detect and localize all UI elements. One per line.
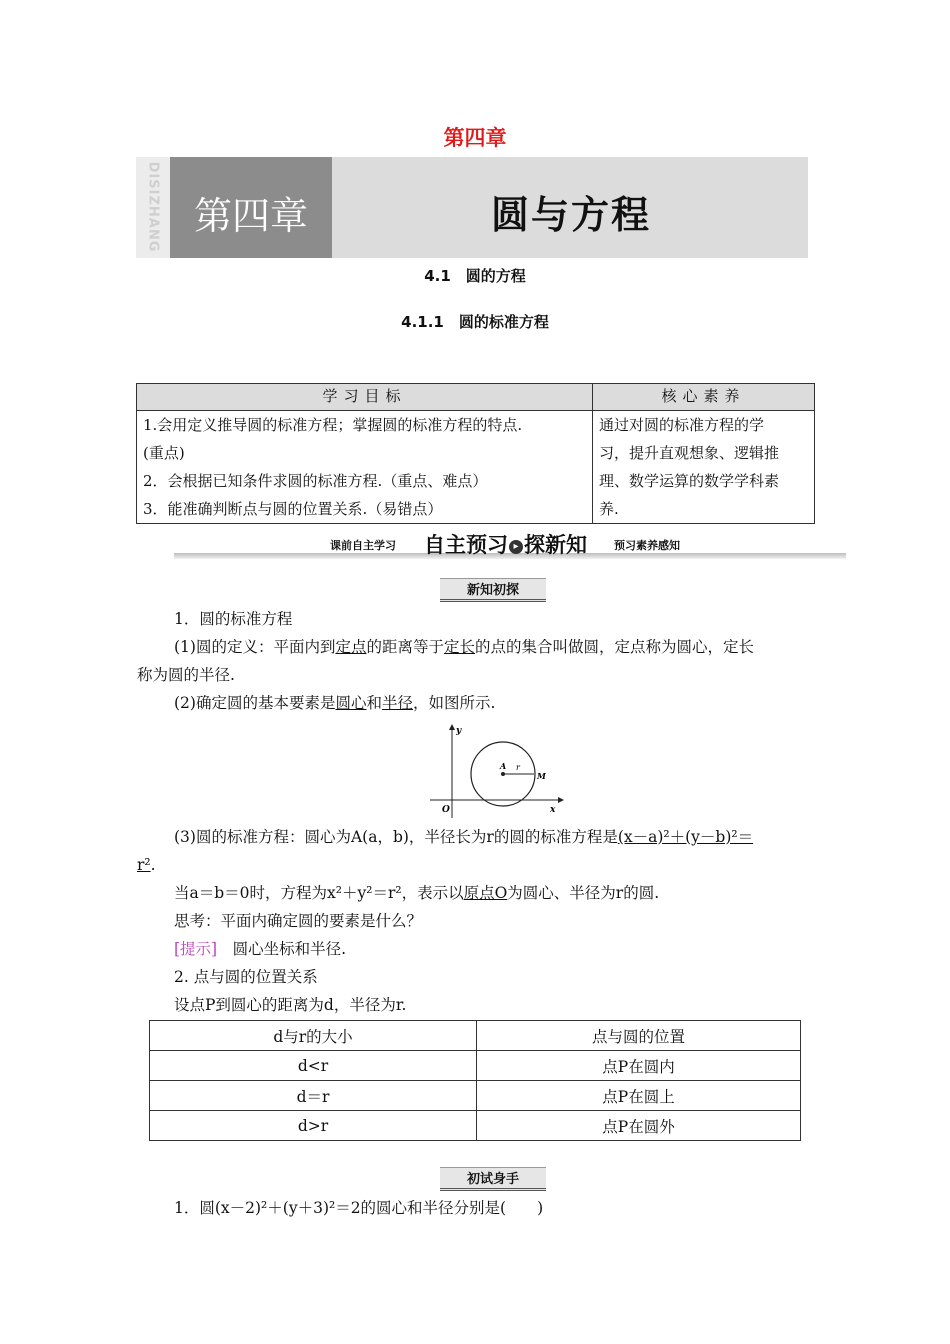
strip-main-text: 自主预习 ▸ 探新知 xyxy=(424,533,587,557)
relation-cell: d>r xyxy=(150,1111,477,1141)
circle-figure xyxy=(420,720,570,820)
goals-table xyxy=(136,383,815,524)
think-question: 思考：平面内确定圆的要素是什么？ xyxy=(174,912,423,930)
arrow-circle-icon: ▸ xyxy=(509,540,523,554)
tag-try: 初试身手 xyxy=(440,1167,546,1191)
origin-label: O xyxy=(442,805,450,815)
relation-cell: 点P在圆内 xyxy=(477,1051,801,1081)
exercise-1: 1．圆(x－2)²＋(y＋3)²＝2的圆心和半径分别是( ) xyxy=(174,1199,544,1217)
radius-label: r xyxy=(516,763,520,772)
section-title: 4.1 圆的方程 xyxy=(424,267,526,285)
literacy-line: 通过对圆的标准方程的学 xyxy=(599,416,765,434)
item1-title: 1．圆的标准方程 xyxy=(174,610,293,628)
strip-right-text: 预习素养感知 xyxy=(614,539,680,552)
section-strip xyxy=(174,531,846,561)
goal-line: (重点) xyxy=(143,444,185,462)
relation-header-right: 点与圆的位置 xyxy=(477,1021,801,1051)
relation-cell: d＝r xyxy=(150,1081,477,1111)
goal-line: 1.会用定义推导圆的标准方程；掌握圆的标准方程的特点. xyxy=(143,416,523,434)
subsection-title: 4.1.1 圆的标准方程 xyxy=(401,313,549,331)
item2-desc: 设点P到圆心的距离为d，半径为r. xyxy=(174,996,407,1014)
goals-header-left: 学习目标 xyxy=(137,384,593,411)
goal-line: 2．会根据已知条件求圆的标准方程.（重点、难点） xyxy=(143,472,488,490)
item2-title: 2. 点与圆的位置关系 xyxy=(174,968,318,986)
chapter-banner xyxy=(136,157,808,258)
goal-line: 3．能准确判断点与圆的位置关系.（易错点） xyxy=(143,500,443,518)
table-row xyxy=(150,1081,801,1111)
relation-cell: d<r xyxy=(150,1051,477,1081)
literacy-line: 习，提升直观想象、逻辑推 xyxy=(599,444,780,462)
goals-header-right: 核心素养 xyxy=(593,384,815,411)
banner-title: 圆与方程 xyxy=(491,193,652,237)
center-label: A xyxy=(500,761,507,771)
chapter-label: 第四章 xyxy=(443,126,507,150)
x-axis-arrow xyxy=(558,797,564,803)
hint-label: [提示] xyxy=(174,940,218,958)
circle-definition-cont: 称为圆的半径. xyxy=(137,666,235,684)
banner-chapter: 第四章 xyxy=(193,194,308,238)
goals-right-cell xyxy=(593,411,815,524)
tag-new-knowledge: 新知初探 xyxy=(440,578,546,602)
x-label: x xyxy=(550,805,556,815)
relation-header-left: d与r的大小 xyxy=(150,1021,477,1051)
literacy-line: 养. xyxy=(599,500,619,518)
point-label: M xyxy=(537,771,546,781)
circle-definition: (1)圆的定义：平面内到定点的距离等于定长的点的集合叫做圆，定点称为圆心，定长 xyxy=(174,638,755,656)
strip-left-text: 课前自主学习 xyxy=(330,539,396,552)
y-label: y xyxy=(456,726,462,736)
standard-equation-cont: r². xyxy=(137,856,156,874)
relation-cell: 点P在圆上 xyxy=(477,1081,801,1111)
circle-elements: (2)确定圆的基本要素是圆心和半径，如图所示. xyxy=(174,694,496,712)
origin-case: 当a＝b＝0时，方程为x²＋y²＝r²，表示以原点O为圆心、半径为r的圆. xyxy=(174,884,660,902)
table-row xyxy=(150,1111,801,1141)
table-row xyxy=(150,1051,801,1081)
literacy-line: 理、数学运算的数学学科素 xyxy=(599,472,780,490)
goals-left-cell xyxy=(137,411,593,524)
relation-cell: 点P在圆外 xyxy=(477,1111,801,1141)
relation-table xyxy=(149,1020,801,1141)
standard-equation: (3)圆的标准方程：圆心为A(a，b)，半径长为r的圆的标准方程是(x－a)²＋(y－b)²＝ xyxy=(174,828,754,846)
banner-vertical-text: DISIZHANG xyxy=(136,157,170,258)
hint-line: [提示] 圆心坐标和半径. xyxy=(174,940,347,958)
table-row xyxy=(150,1021,801,1051)
y-axis-arrow xyxy=(449,724,455,730)
